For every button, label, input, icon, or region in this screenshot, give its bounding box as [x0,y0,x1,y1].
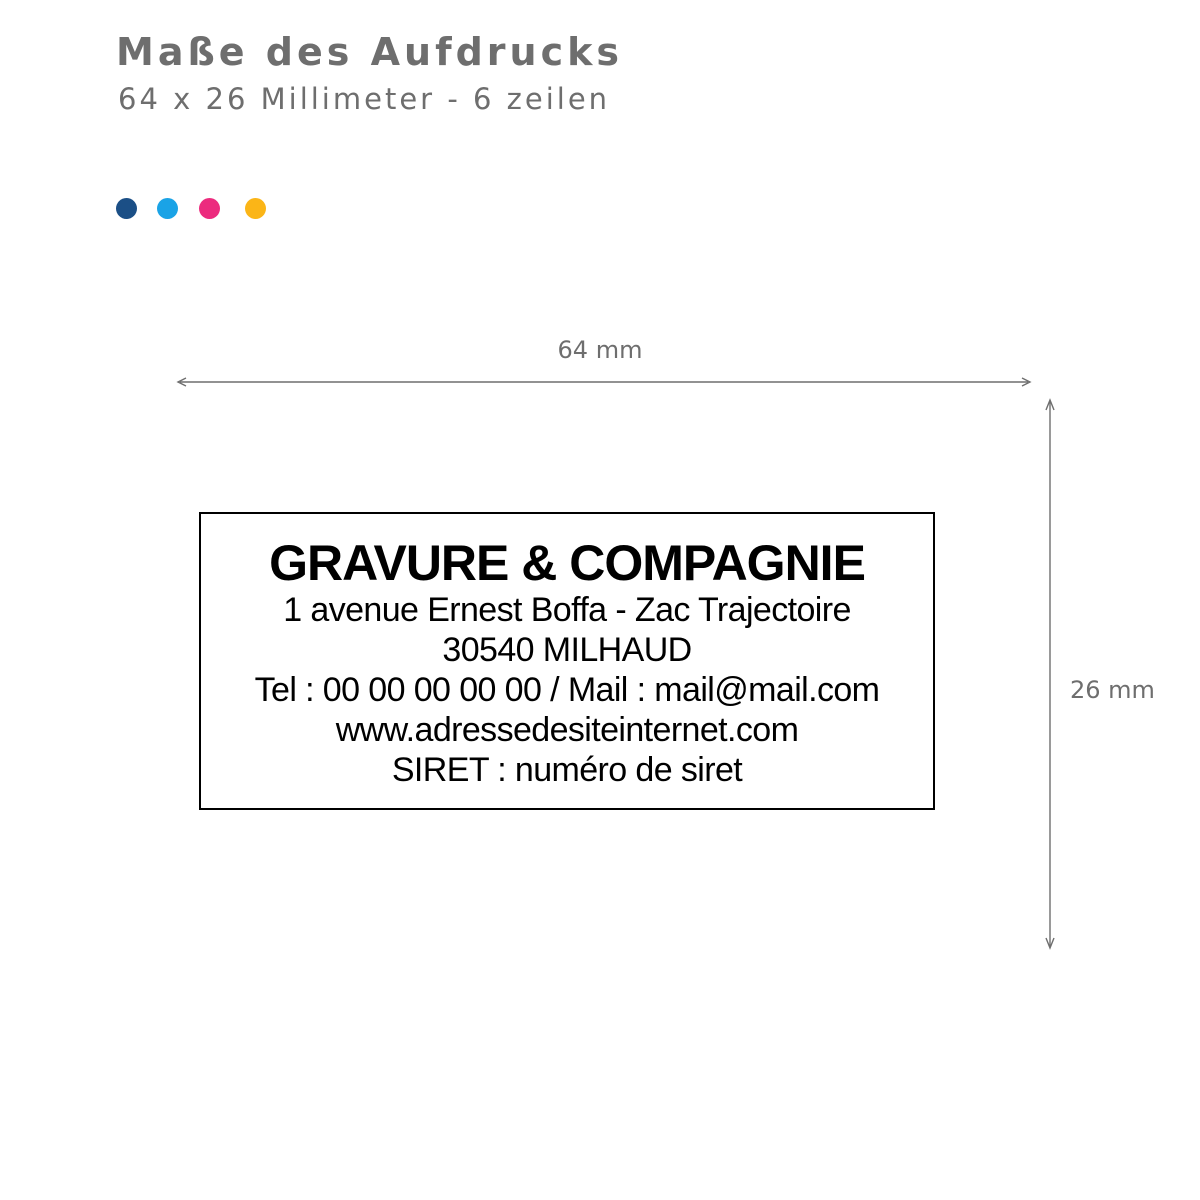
page-title: Maße des Aufdrucks [116,30,624,74]
stamp-contact-line: Tel : 00 00 00 00 00 / Mail : mail@mail.com [254,671,880,709]
page-subtitle: 64 x 26 Millimeter - 6 zeilen [118,82,611,116]
width-dimension-arrow [178,378,1030,386]
stamp-website-line: www.adressedesiteinternet.com [335,711,799,749]
stamp-postal-city-line: 30540 MILHAUD [442,631,692,669]
stamp-imprint-preview [199,512,935,810]
width-dimension-label: 64 mm [557,336,643,364]
height-dimension-arrow [1046,400,1054,948]
stamp-address-line: 1 avenue Ernest Boffa - Zac Trajectoire [283,591,851,629]
height-dimension-label: 26 mm [1070,676,1155,704]
stamp-company-name: GRAVURE & COMPAGNIE [269,535,865,591]
stamp-siret-line: SIRET : numéro de siret [391,751,743,789]
